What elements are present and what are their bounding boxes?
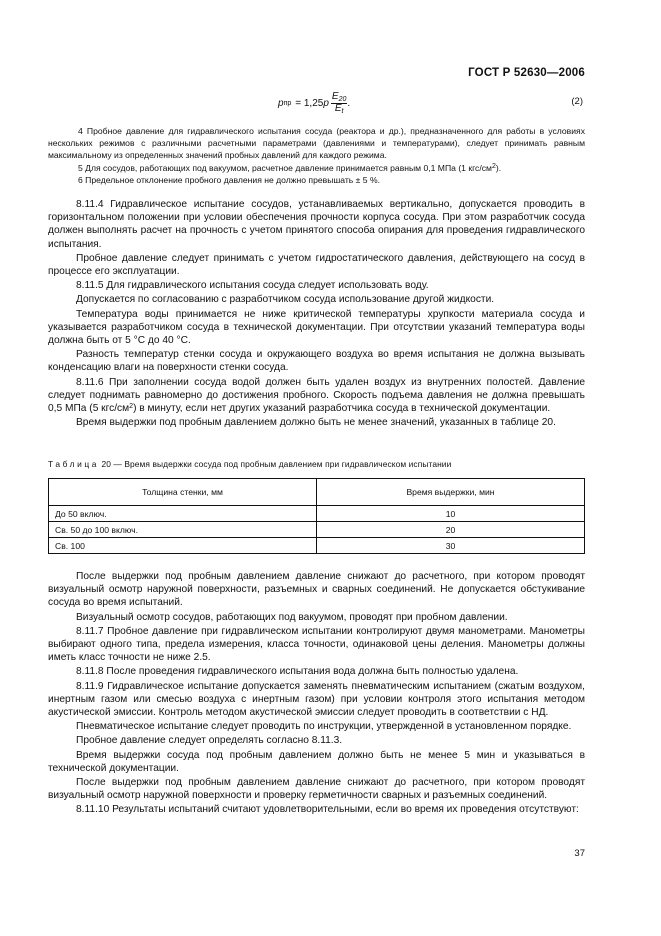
paragraph: Время выдержки под пробным давлением должно быть не менее значений, указанных в таблице 20. [76, 417, 556, 429]
table-header-hold-time: Время выдержки, мин [317, 479, 585, 506]
paragraph-8-11-5: 8.11.5 Для гидравлического испытания сосуда следует использовать воду. [76, 280, 429, 292]
table-caption-rest: 20 — Время выдержки сосуда под пробным давлением при гидравлическом испытании [101, 459, 452, 469]
table-cell-thickness: До 50 включ. [49, 506, 317, 522]
paragraph: Пневматическое испытание следует проводить по инструкции, утвержденной в установленном порядке. [76, 721, 572, 733]
table-caption [48, 459, 585, 469]
paragraph-8-11-8: 8.11.8 После проведения гидравлического испытания вода должна быть полностью удалена. [76, 666, 519, 678]
formula-2 [278, 92, 350, 116]
paragraph: Разность температур стенки сосуда и окружающего воздуха во время испытания не должна вызывать конденсацию влаги на поверхности стенки сосуда. [48, 349, 585, 374]
body-text-bottom [48, 570, 585, 818]
formula-rhs-symbol: p [323, 98, 329, 110]
paragraph: После выдержки под пробным давлением давление снижают до расчетного, при котором проводят визуальный осмотр наружной поверхности, разъемных и сварных соединений. Не допускается обстукивание сосуда во время испытаний. [48, 571, 585, 609]
body-text-top [48, 198, 585, 430]
table-row [49, 538, 585, 554]
paragraph: После выдержки под пробным давлением давление снижают до расчетного, при котором проводят визуальный осмотр наружной поверхности и проверку герметичности сварных и разъемных соединений. [48, 777, 585, 802]
note-5-tail: ). [495, 162, 502, 173]
formula-lhs-symbol: p [278, 98, 284, 110]
paragraph-8-11-10: 8.11.10 Результаты испытаний считают удовлетворительными, если во время их проведения отсутствуют: [76, 804, 579, 816]
paragraph: Допускается по согласованию с разработчиком сосуда использование другой жидкости. [76, 294, 495, 306]
formula-lhs-sub: пр [283, 100, 292, 108]
formula-period: . [347, 98, 351, 110]
table-cell-time: 10 [317, 506, 585, 522]
p8116-text: 8.11.6 При заполнении сосуда водой должен быть удален воздух из внутренних полостей. Давление следует поднимать равномерно до достижения пробного. Скорость подъема давления не должна превышать 0,5 МПа (5 кгс/см [48, 376, 585, 415]
paragraph: Пробное давление следует определять согласно 8.11.3. [76, 735, 343, 747]
notes-block [48, 125, 585, 186]
note-5-sup: 2 [491, 162, 496, 170]
table-row [49, 522, 585, 538]
note-4: 4 Пробное давление для гидравлического испытания сосуда (реактора и др.), предназначенного для работы в условиях нескольких режимов с различными расчетными параметрами (давлениями и температурами), следует принимать равным максимальному из определенных значений пробных давлений для каждого режима. [48, 126, 585, 161]
paragraph: Время выдержки сосуда под пробным давлением должно быть не менее 5 мин и указываться в технической документации. [48, 749, 585, 774]
formula-rhs-prefix: = 1,25 [295, 98, 324, 110]
page-number: 37 [574, 848, 585, 859]
formula-num-symbol: E [331, 91, 339, 102]
note-5-text: 5 Для сосудов, работающих под вакуумом, расчетное давление принимается равным 0,1 МПа (1 кгс/см [78, 162, 492, 173]
paragraph-8-11-6 [48, 376, 585, 416]
paragraph: Визуальный осмотр сосудов, работающих под вакуумом, проводят при пробном давлении. [76, 611, 508, 623]
table-cell-time: 20 [317, 522, 585, 538]
table-cell-time: 30 [317, 538, 585, 554]
paragraph-8-11-9: 8.11.9 Гидравлическое испытание допускается заменять пневматическим испытанием (сжатым воздухом, инертным газом или смесью воздуха с инертным газом) при условии контроля этого испытания методом акустической эмиссии. Контроль методом акустической эмиссии следует проводить в соответствии с НД. [48, 680, 585, 719]
p8116-tail: ) в минуту, если нет других указаний разработчика сосуда в технической документации. [133, 403, 551, 415]
table-row [49, 506, 585, 522]
table-20 [48, 478, 585, 554]
table-cell-thickness: Св. 50 до 100 включ. [49, 522, 317, 538]
table-cell-thickness: Св. 100 [49, 538, 317, 554]
p8116-sup: 2 [129, 403, 134, 411]
table-header-thickness: Толщина стенки, мм [49, 479, 317, 506]
table-caption-prefix: Таблица [48, 459, 100, 469]
paragraph: Температура воды принимается не ниже критической температуры хрупкости материала сосуда и указывается разработчиком сосуда в технической документации. При отсутствии указаний температура воды должна быть от 5 °С до 40 °С. [48, 308, 585, 347]
formula-num-sub: 20 [338, 96, 347, 103]
paragraph: Пробное давление следует принимать с учетом гидростатического давления, действующего на сосуд в процессе его эксплуатации. [48, 252, 585, 278]
formula-fraction [331, 92, 347, 116]
table-header-row [49, 479, 585, 506]
formula-den-symbol: E [334, 103, 342, 115]
note-5 [48, 162, 585, 174]
standard-header: ГОСТ Р 52630—2006 [468, 67, 585, 79]
paragraph-8-11-7: 8.11.7 Пробное давление при гидравлическом испытании контролируют двумя манометрами. Манометры выбирают одного типа, предела измерения, класса точности, одинаковой цены деления. Манометры должны иметь класс точности не ниже 2.5. [48, 625, 585, 664]
formula-den-sub: t [341, 108, 344, 116]
equation-number: (2) [571, 96, 583, 107]
formula-denominator [335, 104, 344, 115]
note-6: 6 Предельное отклонение пробного давления не должно превышать ± 5 %. [78, 174, 380, 185]
paragraph-8-11-4: 8.11.4 Гидравлическое испытание сосудов, устанавливаемых вертикально, допускается проводить в горизонтальном положении при условии обеспечения прочности корпуса сосуда. При этом разработчик сосуда должен выполнять расчет на прочность с учетом принятого способа опирания для проведения гидравлического испытания. [48, 199, 585, 250]
